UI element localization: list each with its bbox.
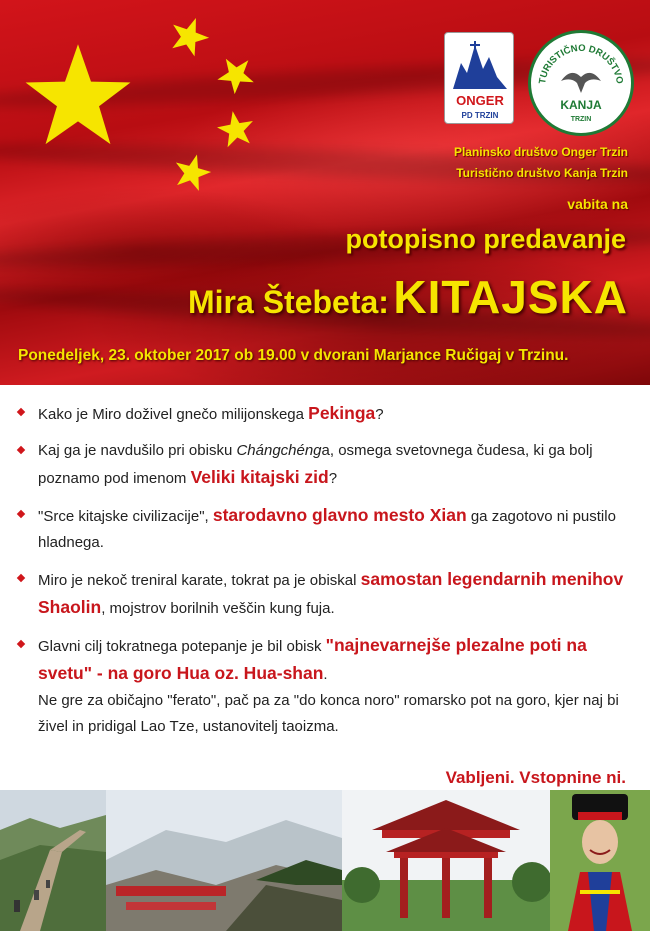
svg-text:ONGER: ONGER <box>456 93 504 108</box>
bullet-list <box>14 400 634 750</box>
large-star-icon <box>18 42 138 157</box>
hua-shan-photo <box>106 790 342 931</box>
list-item: Kaj ga je navdušilo pri obisku Chángchénga, osmega svetovnega čudesa, ki ga bolj poznamo pod imenom Veliki kitajski zid? <box>14 438 634 492</box>
svg-text:TURISTIČNO DRUŠTVO: TURISTIČNO DRUŠTVO <box>537 42 625 85</box>
list-item: "Srce kitajske civilizacije", starodavno glavno mesto Xian ga zagotovo ni pustilo hladnega. <box>14 502 634 556</box>
pagoda-gate-photo <box>342 790 550 931</box>
list-item: Miro je nekoč treniral karate, tokrat pa je obiskal samostan legendarnih menihov Shaolin, mojstrov borilnih veščin kung fuja. <box>14 566 634 622</box>
bullet-icon <box>17 446 25 454</box>
bullet-icon <box>17 408 25 416</box>
organizer-1: Planinsko društvo Onger Trzin <box>453 145 628 159</box>
svg-text:PD TRZIN: PD TRZIN <box>461 111 499 120</box>
photo-strip <box>0 790 650 931</box>
event-title <box>188 270 628 324</box>
svg-text:KANJA: KANJA <box>560 98 602 112</box>
small-star-icon <box>216 110 256 150</box>
great-wall-photo <box>0 790 106 931</box>
svg-text:TRZIN: TRZIN <box>570 116 592 123</box>
title-kitajska: KITAJSKA <box>393 271 628 323</box>
costume-portrait-photo <box>550 790 650 931</box>
small-star-icon <box>216 55 256 95</box>
list-item: Glavni cilj tokratnega potepanje je bil obisk "najnevarnejše plezalne poti na svetu" - na goro Hua oz. Hua-shan. Ne gre za običajno "ferato", pač pa za "do konca noro" romarsko pot na goro, kjer naj bi živel in pridigal Lao Tze, ustanovitelj taoizma. <box>14 632 634 740</box>
organizer-2: Turistično društvo Kanja Trzin <box>456 166 628 180</box>
speaker-name: Mira Štebeta: <box>188 284 389 320</box>
bullet-icon <box>17 640 25 648</box>
flag-header <box>0 0 650 385</box>
small-star-icon <box>172 153 212 193</box>
event-subtitle: potopisno predavanje <box>345 224 626 254</box>
welcome-note: Vabljeni. Vstopnine ni. <box>445 768 626 787</box>
onger-logo <box>444 32 514 124</box>
bullet-icon <box>17 574 25 582</box>
invite-text: vabita na <box>567 196 628 212</box>
bullet-icon <box>17 510 25 518</box>
date-location: Ponedeljek, 23. oktober 2017 ob 19.00 v dvorani Marjance Ručigaj v Trzinu. <box>18 347 569 364</box>
small-star-icon <box>168 16 210 58</box>
kanja-logo <box>528 30 634 136</box>
list-item: Kako je Miro doživel gnečo milijonskega Pekinga? <box>14 400 634 428</box>
